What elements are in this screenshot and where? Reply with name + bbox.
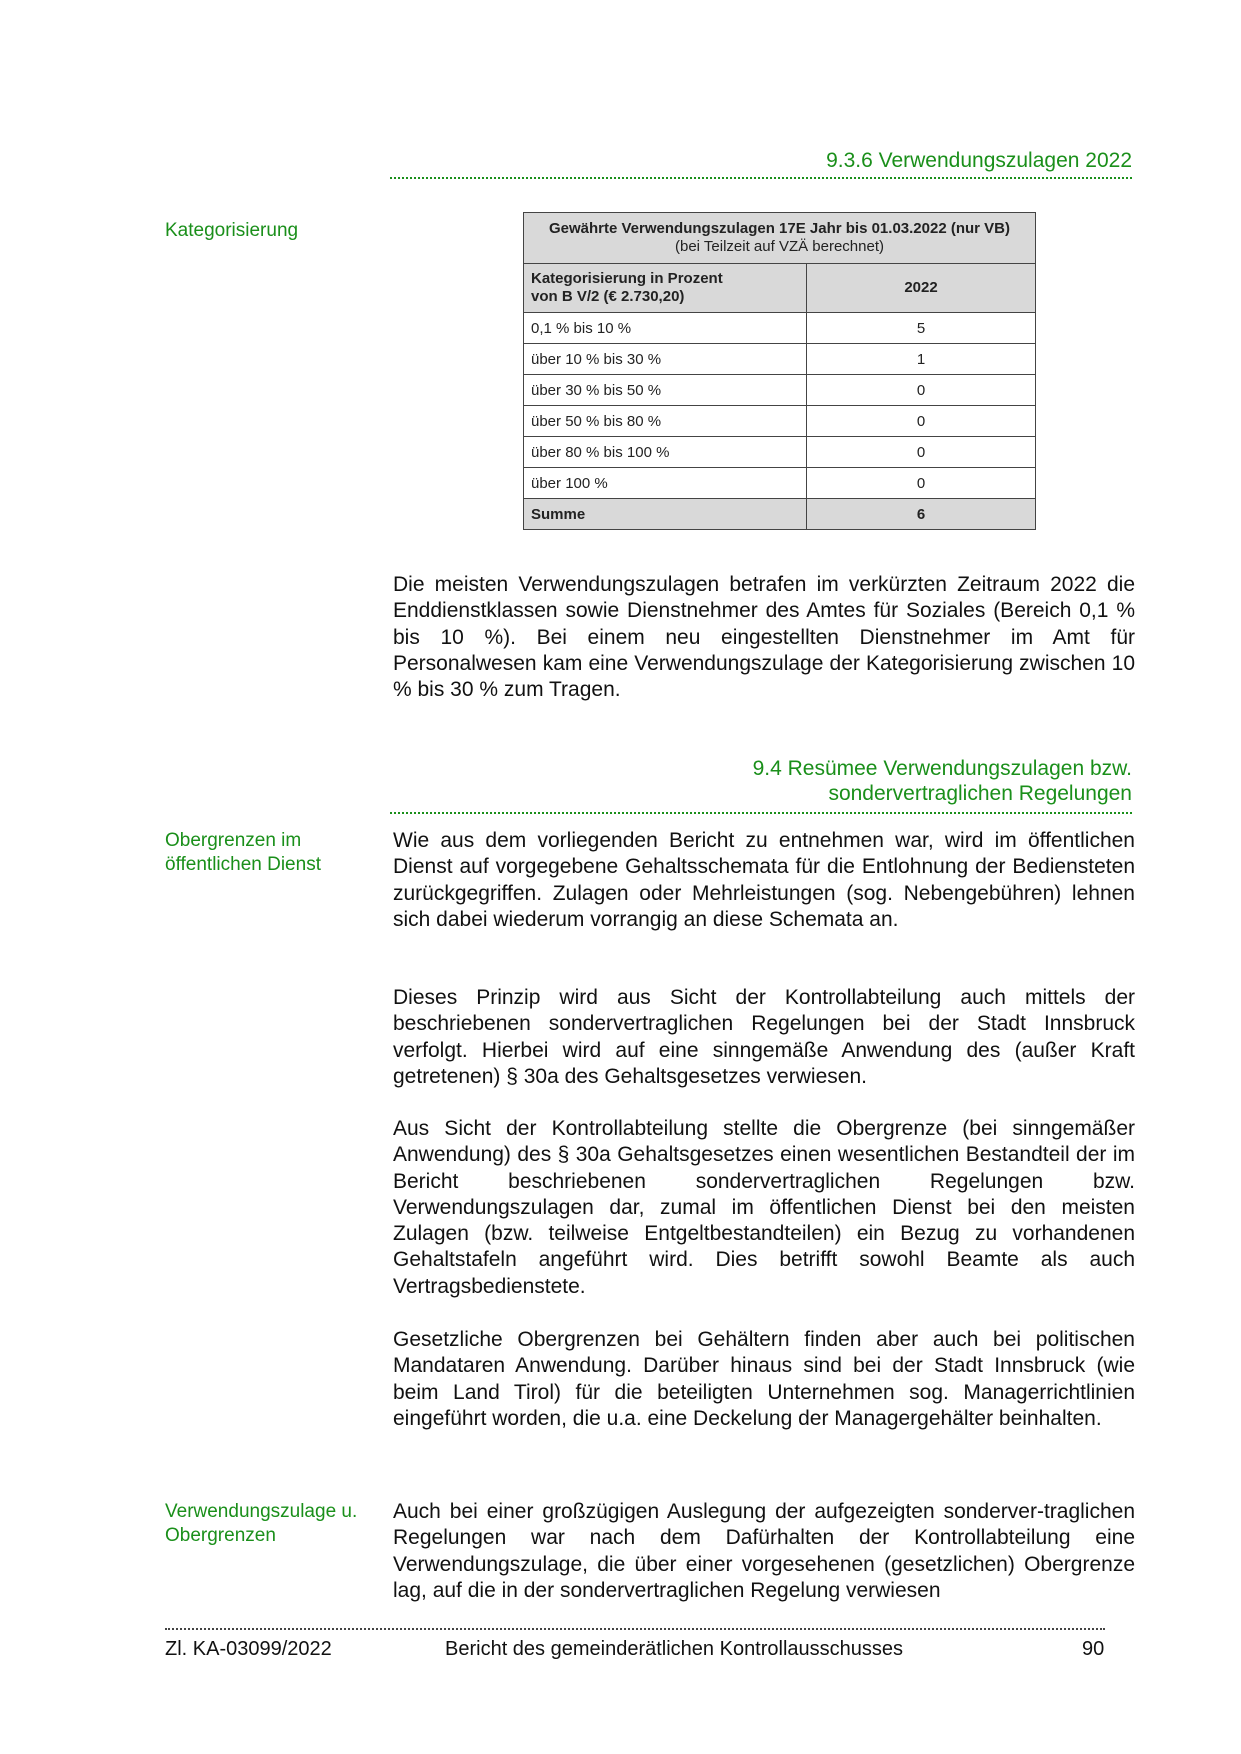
section-heading-94 [390, 756, 1132, 806]
paragraph-94-1: Wie aus dem vorliegenden Bericht zu entnehmen war, wird im öffentlichen Dienst auf vorgegebene Gehaltsschemata für die Entlohnung der Bediensteten zurückgegriffen. Zulagen oder Mehrleistungen (sog. Nebengebühren) lehnen sich dabei wiederum vorrangig an diese Schemata an. [393, 829, 1135, 931]
heading-divider-936 [390, 177, 1132, 179]
margin-label-line: Verwendungszulage u. [165, 1501, 358, 1522]
row-value: 0 [807, 468, 1036, 499]
footer-reference: Zl. KA-03099/2022 [165, 1638, 332, 1660]
heading-divider-94 [390, 812, 1132, 814]
footer-divider [165, 1628, 1105, 1630]
paragraph-94-3: Aus Sicht der Kontrollabteilung stellte die Obergrenze (bei sinngemäßer Anwendung) des § 30a Gehaltsgesetzes einen wesentlichen Bestandteil der im Bericht beschriebenen sondervertraglichen Regelungen bzw. Verwendungszulagen dar, zumal im öffentlichen Dienst bei den meisten Zulagen (bzw. teilweise Entgeltbestandteilen) ein Bezug zu vorhandenen Gehaltstafeln angeführt wird. Dies betrifft sowohl Beamte als auch Vertragsbedienstete. [393, 1117, 1135, 1298]
verwendungszulagen-table [523, 212, 1036, 530]
table-sum-row [524, 499, 1036, 530]
row-label: 0,1 % bis 10 % [524, 313, 807, 344]
paragraph-94-4: Gesetzliche Obergrenzen bei Gehältern finden aber auch bei politischen Mandataren Anwendung. Darüber hinaus sind bei der Stadt Innsbruck (wie beim Land Tirol) für die beteiligten Unternehmen sog. Managerrichtlinien eingeführt worden, die u.a. eine Deckelung der Managergehälter beinhalten. [393, 1328, 1135, 1430]
margin-label-kategorisierung: Kategorisierung [165, 220, 299, 241]
row-label: über 80 % bis 100 % [524, 437, 807, 468]
row-label: über 10 % bis 30 % [524, 344, 807, 375]
paragraph-94-2: Dieses Prinzip wird aus Sicht der Kontrollabteilung auch mittels der beschriebenen sondervertraglichen Regelungen bei der Stadt Innsbruck verfolgt. Hierbei wird auf eine sinngemäße Anwendung des (außer Kraft getretenen) § 30a des Gehaltsgesetzes verwiesen. [393, 986, 1135, 1088]
row-value: 0 [807, 437, 1036, 468]
row-value: 1 [807, 344, 1036, 375]
row-value: 0 [807, 375, 1036, 406]
section-heading-94-line2: sondervertraglichen Regelungen [828, 782, 1132, 805]
margin-label-line: Obergrenzen [165, 1525, 276, 1546]
sum-label: Summe [524, 499, 807, 530]
table-row [524, 437, 1036, 468]
row-label: über 100 % [524, 468, 807, 499]
column-header-line1: Kategorisierung in Prozent [531, 270, 723, 287]
table-row [524, 344, 1036, 375]
row-label: über 30 % bis 50 % [524, 375, 807, 406]
table-caption-title: Gewährte Verwendungszulagen 17E Jahr bis 01.03.2022 (nur VB) [548, 220, 1010, 237]
row-value: 5 [807, 313, 1036, 344]
row-value: 0 [807, 406, 1036, 437]
table-row [524, 313, 1036, 344]
column-header-year: 2022 [807, 264, 1036, 313]
margin-label-verwendungszulage [165, 1500, 390, 1548]
table-caption-row [524, 213, 1036, 264]
table-row [524, 406, 1036, 437]
paragraph-936: Die meisten Verwendungszulagen betrafen im verkürzten Zeitraum 2022 die Enddienstklassen sowie Dienstnehmer des Amtes für Soziales (Bereich 0,1 % bis 10 %). Bei einem neu eingestellten Dienstnehmer im Amt für Personalwesen kam eine Verwendungszulage der Kategorisierung zwischen 10 % bis 30 % zum Tragen. [393, 573, 1135, 702]
table-caption-note: (bei Teilzeit auf VZÄ berechnet) [675, 238, 884, 255]
table-row [524, 375, 1036, 406]
margin-label-line: öffentlichen Dienst [165, 854, 321, 875]
page-number: 90 [1082, 1638, 1105, 1660]
margin-label-line: Obergrenzen im [165, 830, 302, 851]
column-header-kategorisierung [524, 264, 807, 313]
row-label: über 50 % bis 80 % [524, 406, 807, 437]
section-heading-936: 9.3.6 Verwendungszulagen 2022 [826, 149, 1132, 172]
paragraph-94-5: Auch bei einer großzügigen Auslegung der aufgezeigten sonderver-traglichen Regelungen war nach dem Dafürhalten der Kontrollabteilung eine Verwendungszulage, die über einer vorgesehenen (gesetzlichen) Obergrenze lag, auf die in der sondervertraglichen Regelung verwiesen [393, 1500, 1135, 1602]
column-header-line2: von B V/2 (€ 2.730,20) [531, 288, 685, 305]
table-row [524, 468, 1036, 499]
sum-value: 6 [807, 499, 1036, 530]
footer-title: Bericht des gemeinderätlichen Kontrollausschusses [445, 1638, 904, 1660]
margin-label-obergrenzen [165, 829, 385, 877]
table-header-row [524, 264, 1036, 313]
section-heading-94-line1: 9.4 Resümee Verwendungszulagen bzw. [752, 757, 1132, 780]
